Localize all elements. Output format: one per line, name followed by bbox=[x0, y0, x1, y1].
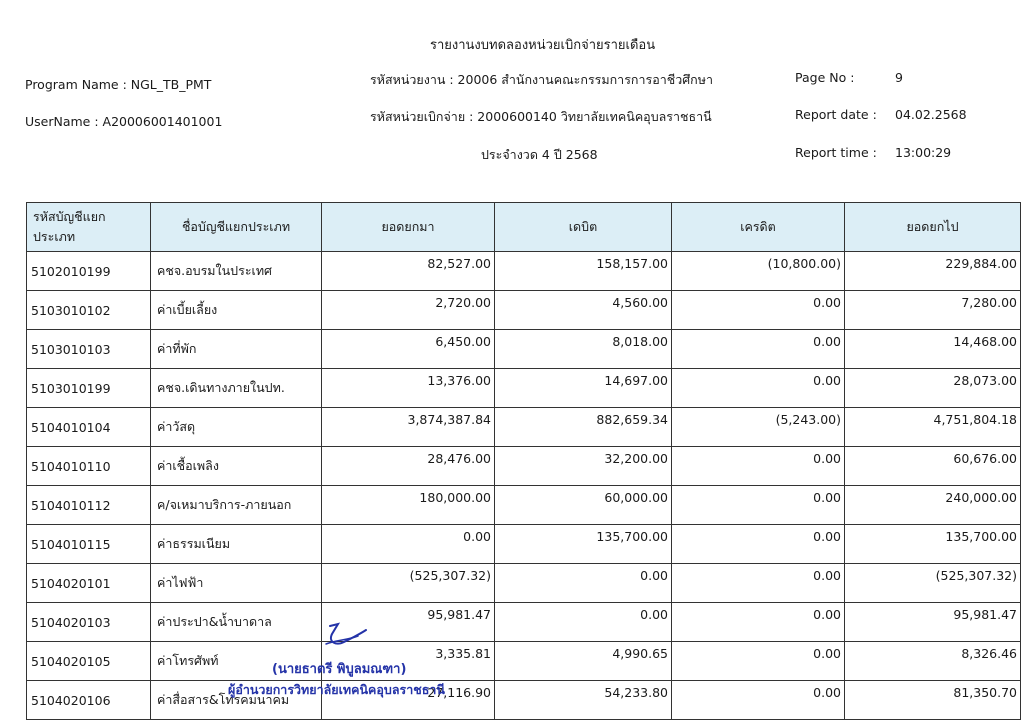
table-header-row bbox=[27, 203, 1021, 252]
brought-forward-cell: 180,000.00 bbox=[322, 486, 495, 525]
signatory-title: ผู้อำนวยการวิทยาลัยเทคนิคอุบลราชธานี bbox=[228, 682, 445, 697]
debit-cell: 60,000.00 bbox=[495, 486, 672, 525]
table-row bbox=[27, 603, 1021, 642]
report-title: รายงานงบทดลองหน่วยเบิกจ่ายรายเดือน bbox=[430, 38, 656, 53]
debit-cell: 54,233.80 bbox=[495, 681, 672, 720]
carried-forward-cell: 60,676.00 bbox=[845, 447, 1021, 486]
credit-cell: 0.00 bbox=[672, 291, 845, 330]
debit-cell: 882,659.34 bbox=[495, 408, 672, 447]
table-row bbox=[27, 369, 1021, 408]
credit-cell: 0.00 bbox=[672, 603, 845, 642]
credit-cell: 0.00 bbox=[672, 486, 845, 525]
account-name-cell: ค่าธรรมเนียม bbox=[151, 525, 322, 564]
signatory-name: (นายธาตรี พิบูลมณฑา) bbox=[272, 662, 407, 677]
account-code-cell: 5102010199 bbox=[27, 252, 151, 291]
debit-cell: 32,200.00 bbox=[495, 447, 672, 486]
account-name-cell: ค่าวัสดุ bbox=[151, 408, 322, 447]
carried-forward-cell: 240,000.00 bbox=[845, 486, 1021, 525]
account-name-cell: ค่าประปา&น้ำบาดาล bbox=[151, 603, 322, 642]
account-code-cell: 5104020103 bbox=[27, 603, 151, 642]
debit-cell: 135,700.00 bbox=[495, 525, 672, 564]
page-no-value: 9 bbox=[895, 70, 903, 85]
carried-forward-cell: (525,307.32) bbox=[845, 564, 1021, 603]
credit-cell: 0.00 bbox=[672, 330, 845, 369]
account-name-cell: คชจ.เดินทางภายในปท. bbox=[151, 369, 322, 408]
report-date-value: 04.02.2568 bbox=[895, 107, 967, 122]
account-code-cell: 5104010112 bbox=[27, 486, 151, 525]
carried-forward-cell: 14,468.00 bbox=[845, 330, 1021, 369]
account-name-cell: ค่าเบี้ยเลี้ยง bbox=[151, 291, 322, 330]
table-row bbox=[27, 486, 1021, 525]
table-row bbox=[27, 564, 1021, 603]
credit-cell: 0.00 bbox=[672, 642, 845, 681]
account-code-cell: 5104020101 bbox=[27, 564, 151, 603]
debit-cell: 0.00 bbox=[495, 564, 672, 603]
brought-forward-cell: 2,720.00 bbox=[322, 291, 495, 330]
account-name-cell: ค่าเชื้อเพลิง bbox=[151, 447, 322, 486]
carried-forward-cell: 8,326.46 bbox=[845, 642, 1021, 681]
account-name-cell: ค่าสื่อสาร&โทรคมนาคม bbox=[151, 681, 322, 720]
col-header-credit: เครดิต bbox=[672, 203, 845, 252]
account-name-cell: ค่าที่พัก bbox=[151, 330, 322, 369]
account-name-cell: ค/จเหมาบริการ-ภายนอก bbox=[151, 486, 322, 525]
brought-forward-cell: 3,335.81 bbox=[322, 642, 495, 681]
brought-forward-cell: 6,450.00 bbox=[322, 330, 495, 369]
brought-forward-cell: 95,981.47 bbox=[322, 603, 495, 642]
account-name-cell: ค่าไฟฟ้า bbox=[151, 564, 322, 603]
debit-cell: 4,990.65 bbox=[495, 642, 672, 681]
carried-forward-cell: 4,751,804.18 bbox=[845, 408, 1021, 447]
col-header-account-name: ชื่อบัญชีแยกประเภท bbox=[151, 203, 322, 252]
account-code-cell: 5104010115 bbox=[27, 525, 151, 564]
program-name: Program Name : NGL_TB_PMT bbox=[25, 77, 212, 92]
col-header-carried-forward: ยอดยกไป bbox=[845, 203, 1021, 252]
brought-forward-cell: 27,116.90 bbox=[322, 681, 495, 720]
col-header-account-code: รหัสบัญชีแยกประเภท bbox=[27, 203, 151, 252]
carried-forward-cell: 229,884.00 bbox=[845, 252, 1021, 291]
credit-cell: 0.00 bbox=[672, 525, 845, 564]
table-row bbox=[27, 447, 1021, 486]
account-code-cell: 5104020106 bbox=[27, 681, 151, 720]
account-code-cell: 5103010199 bbox=[27, 369, 151, 408]
table-row bbox=[27, 291, 1021, 330]
user-name: UserName : A20006001401001 bbox=[25, 114, 223, 129]
table-row bbox=[27, 681, 1021, 720]
credit-cell: (10,800.00) bbox=[672, 252, 845, 291]
table-row bbox=[27, 252, 1021, 291]
disbursement-unit-line: รหัสหน่วยเบิกจ่าย : 2000600140 วิทยาลัยเทคนิคอุบลราชธานี bbox=[370, 109, 712, 124]
table-row bbox=[27, 525, 1021, 564]
period-line: ประจำงวด 4 ปี 2568 bbox=[481, 147, 598, 162]
agency-line: รหัสหน่วยงาน : 20006 สำนักงานคณะกรรมการการอาชีวศึกษา bbox=[370, 72, 714, 87]
report-time-value: 13:00:29 bbox=[895, 145, 952, 160]
carried-forward-cell: 7,280.00 bbox=[845, 291, 1021, 330]
brought-forward-cell: 82,527.00 bbox=[322, 252, 495, 291]
table-row bbox=[27, 330, 1021, 369]
credit-cell: 0.00 bbox=[672, 681, 845, 720]
account-code-cell: 5104020105 bbox=[27, 642, 151, 681]
account-code-cell: 5103010103 bbox=[27, 330, 151, 369]
debit-cell: 14,697.00 bbox=[495, 369, 672, 408]
trial-balance-table bbox=[26, 202, 1021, 720]
credit-cell: (5,243.00) bbox=[672, 408, 845, 447]
report-date-label: Report date : bbox=[795, 107, 877, 122]
account-code-cell: 5104010104 bbox=[27, 408, 151, 447]
brought-forward-cell: (525,307.32) bbox=[322, 564, 495, 603]
carried-forward-cell: 81,350.70 bbox=[845, 681, 1021, 720]
carried-forward-cell: 28,073.00 bbox=[845, 369, 1021, 408]
brought-forward-cell: 13,376.00 bbox=[322, 369, 495, 408]
debit-cell: 158,157.00 bbox=[495, 252, 672, 291]
account-name-cell: คชจ.อบรมในประเทศ bbox=[151, 252, 322, 291]
account-name-cell: ค่าโทรศัพท์ bbox=[151, 642, 322, 681]
col-header-debit: เดบิต bbox=[495, 203, 672, 252]
page-no-label: Page No : bbox=[795, 70, 855, 85]
account-code-cell: 5104010110 bbox=[27, 447, 151, 486]
credit-cell: 0.00 bbox=[672, 369, 845, 408]
table-row bbox=[27, 642, 1021, 681]
carried-forward-cell: 95,981.47 bbox=[845, 603, 1021, 642]
brought-forward-cell: 3,874,387.84 bbox=[322, 408, 495, 447]
signature-scribble bbox=[318, 620, 378, 660]
debit-cell: 8,018.00 bbox=[495, 330, 672, 369]
credit-cell: 0.00 bbox=[672, 447, 845, 486]
debit-cell: 4,560.00 bbox=[495, 291, 672, 330]
report-time-label: Report time : bbox=[795, 145, 877, 160]
col-header-brought-forward: ยอดยกมา bbox=[322, 203, 495, 252]
account-code-cell: 5103010102 bbox=[27, 291, 151, 330]
carried-forward-cell: 135,700.00 bbox=[845, 525, 1021, 564]
brought-forward-cell: 28,476.00 bbox=[322, 447, 495, 486]
table-row bbox=[27, 408, 1021, 447]
debit-cell: 0.00 bbox=[495, 603, 672, 642]
credit-cell: 0.00 bbox=[672, 564, 845, 603]
brought-forward-cell: 0.00 bbox=[322, 525, 495, 564]
